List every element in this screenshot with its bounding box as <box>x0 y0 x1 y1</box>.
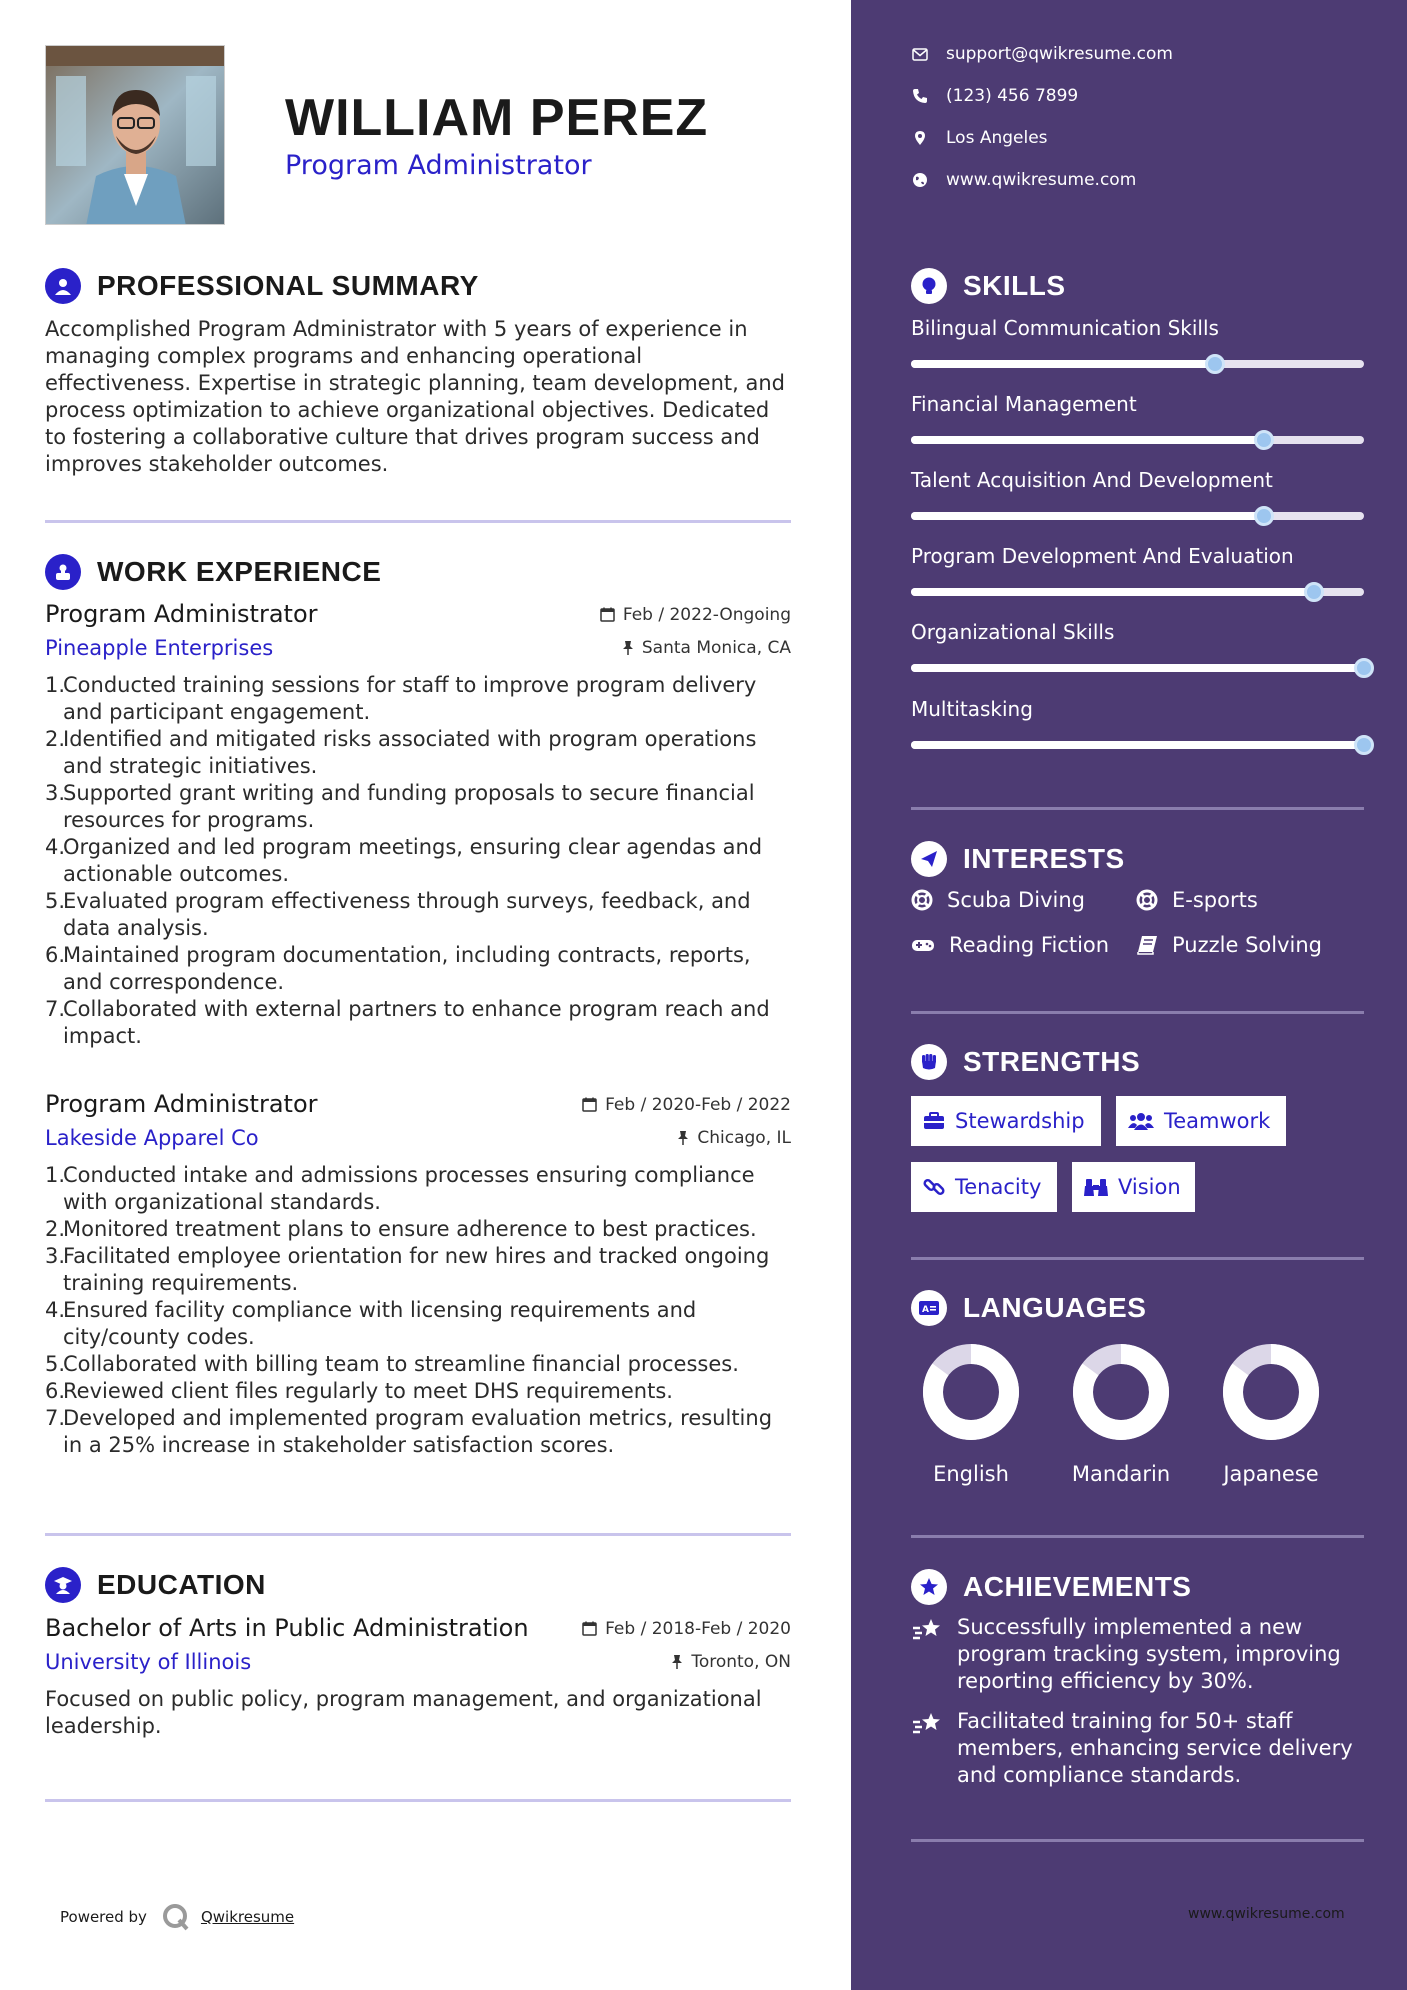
skill-label: Talent Acquisition And Development <box>911 468 1273 492</box>
fist-icon <box>911 1044 947 1080</box>
skill-knob <box>1205 354 1225 374</box>
language-ring <box>1069 1340 1173 1444</box>
powered-by: Powered by Qwikresume <box>60 1902 294 1932</box>
globe-icon <box>912 172 928 188</box>
job-location: Chicago, IL <box>677 1128 791 1148</box>
education-dates: Feb / 2018-Feb / 2020 <box>582 1619 791 1639</box>
language-label: Japanese <box>1223 1462 1319 1486</box>
skill-label: Organizational Skills <box>911 620 1115 644</box>
star-badge-icon <box>911 1569 947 1605</box>
lightbulb-icon <box>911 268 947 304</box>
list-item: 6. Maintained program documentation, including contracts, reports, and correspondence. <box>45 943 751 994</box>
calendar-icon <box>582 1621 597 1636</box>
strength-badge: Stewardship <box>911 1096 1101 1146</box>
language-item <box>1056 1340 1186 1486</box>
list-item: 3. Facilitated employee orientation for new hires and tracked ongoing training requirements. <box>45 1244 770 1295</box>
job-company: Lakeside Apparel Co <box>45 1126 259 1150</box>
skill-knob <box>1354 735 1374 755</box>
section-divider <box>911 1839 1364 1842</box>
strengths-heading: STRENGTHS <box>911 1044 1140 1080</box>
user-icon <box>45 268 81 304</box>
skill-slider <box>911 360 1364 368</box>
section-divider <box>911 1257 1364 1260</box>
language-item <box>1206 1340 1336 1486</box>
list-item: 1. Conducted training sessions for staff to improve program delivery and participant engagement. <box>45 673 757 724</box>
interest-item: Reading Fiction <box>911 933 1109 957</box>
skill-label: Multitasking <box>911 697 1033 721</box>
language-item <box>906 1340 1036 1486</box>
skill-label: Program Development And Evaluation <box>911 544 1294 568</box>
list-item: 1. Conducted intake and admissions processes ensuring compliance with organizational standards. <box>45 1163 755 1214</box>
list-item: 6. Reviewed client files regularly to meet DHS requirements. <box>45 1379 673 1403</box>
achievement-text: Facilitated training for 50+ staff members, enhancing service delivery and compliance standards. <box>957 1709 1353 1787</box>
shooting-star-icon <box>911 1616 945 1644</box>
achievement-text: Successfully implemented a new program tracking system, improving reporting efficiency by 30%. <box>957 1615 1341 1693</box>
graduate-icon <box>45 1567 81 1603</box>
gamepad-icon <box>911 937 935 953</box>
qwikresume-logo-icon <box>161 1902 191 1932</box>
list-item: 4. Ensured facility compliance with licensing requirements and city/county codes. <box>45 1298 697 1349</box>
section-divider <box>911 1011 1364 1014</box>
interest-item: Scuba Diving <box>911 888 1085 912</box>
profile-photo <box>45 45 225 225</box>
footer-website[interactable]: www.qwikresume.com <box>1188 1906 1345 1922</box>
list-item: 2. Identified and mitigated risks associated with program operations and strategic initiatives. <box>45 727 757 778</box>
candidate-name: WILLIAM PEREZ <box>285 89 709 147</box>
contact-website[interactable]: www.qwikresume.com <box>912 170 1136 190</box>
skill-label: Financial Management <box>911 392 1137 416</box>
skill-item <box>911 316 1364 368</box>
achievements-heading: ACHIEVEMENTS <box>911 1569 1191 1605</box>
skill-item <box>911 620 1364 672</box>
list-item: 5. Evaluated program effectiveness through surveys, feedback, and data analysis. <box>45 889 751 940</box>
job-bullets <box>45 1162 791 1459</box>
job-company: Pineapple Enterprises <box>45 636 274 660</box>
section-divider <box>45 520 791 523</box>
svg-text:A: A <box>922 1305 929 1315</box>
skill-item <box>911 544 1364 596</box>
summary-heading: PROFESSIONAL SUMMARY <box>45 268 479 304</box>
interests-heading: INTERESTS <box>911 841 1125 877</box>
list-item: 5. Collaborated with billing team to streamline financial processes. <box>45 1352 739 1376</box>
degree-title: Bachelor of Arts in Public Administration <box>45 1614 529 1642</box>
skill-item <box>911 392 1364 444</box>
briefcase-user-icon <box>45 554 81 590</box>
skill-knob <box>1354 658 1374 678</box>
list-item: 4. Organized and led program meetings, ensuring clear agendas and actionable outcomes. <box>45 835 763 886</box>
briefcase-icon <box>923 1112 945 1130</box>
skill-slider <box>911 741 1364 749</box>
skill-item <box>911 697 1364 749</box>
pin-icon <box>671 1654 683 1669</box>
strength-badge: Teamwork <box>1116 1096 1286 1146</box>
skill-label: Bilingual Communication Skills <box>911 316 1219 340</box>
section-divider <box>45 1533 791 1536</box>
language-ring <box>919 1340 1023 1444</box>
languages-heading: A LANGUAGES <box>911 1290 1146 1326</box>
list-item: 2. Monitored treatment plans to ensure adherence to best practices. <box>45 1217 757 1241</box>
calendar-icon <box>582 1097 597 1112</box>
achievement-item <box>911 1614 1364 1695</box>
skill-item <box>911 468 1364 520</box>
list-item: 7. Developed and implemented program evaluation metrics, resulting in a 25% increase in stakeholder satisfaction scores. <box>45 1406 773 1457</box>
language-ring <box>1219 1340 1323 1444</box>
strength-badge: Tenacity <box>911 1162 1057 1212</box>
skill-slider <box>911 436 1364 444</box>
education-location: Toronto, ON <box>671 1652 791 1672</box>
life-ring-icon <box>1136 889 1158 911</box>
skill-slider <box>911 664 1364 672</box>
paper-plane-icon <box>911 841 947 877</box>
strength-badge: Vision <box>1072 1162 1195 1212</box>
job-entry <box>45 600 791 1050</box>
envelope-icon <box>912 48 928 61</box>
section-divider <box>911 1535 1364 1538</box>
pin-icon <box>622 640 634 655</box>
contact-phone[interactable]: (123) 456 7899 <box>912 86 1078 106</box>
education-entry <box>45 1614 791 1740</box>
map-marker-icon <box>912 130 928 146</box>
job-title: Program Administrator <box>45 600 318 628</box>
interest-item: E-sports <box>1136 888 1258 912</box>
school-name: University of Illinois <box>45 1650 252 1674</box>
qwikresume-link[interactable]: Qwikresume <box>200 1908 295 1926</box>
language-label: English <box>933 1462 1009 1486</box>
book-icon <box>1136 935 1158 955</box>
skill-slider <box>911 588 1364 596</box>
section-divider <box>45 1799 791 1802</box>
education-description: Focused on public policy, program management, and organizational leadership. <box>45 1687 762 1738</box>
contact-location: Los Angeles <box>912 128 1048 148</box>
contact-email[interactable]: support@qwikresume.com <box>912 44 1173 64</box>
users-icon <box>1128 1111 1154 1131</box>
candidate-title: Program Administrator <box>285 150 592 181</box>
education-heading: EDUCATION <box>45 1567 266 1603</box>
job-title: Program Administrator <box>45 1090 318 1118</box>
interest-item: Puzzle Solving <box>1136 933 1322 957</box>
job-location: Santa Monica, CA <box>622 638 791 658</box>
section-divider <box>911 807 1364 810</box>
achievement-item <box>911 1708 1364 1789</box>
list-item: 7. Collaborated with external partners to enhance program reach and impact. <box>45 997 770 1048</box>
job-dates: Feb / 2022-Ongoing <box>600 605 791 625</box>
link-icon <box>923 1176 945 1198</box>
shooting-star-icon <box>911 1710 945 1738</box>
language-label: Mandarin <box>1071 1462 1171 1486</box>
phone-icon <box>912 88 928 104</box>
experience-heading: WORK EXPERIENCE <box>45 554 381 590</box>
job-dates: Feb / 2020-Feb / 2022 <box>582 1095 791 1115</box>
calendar-icon <box>600 607 615 622</box>
job-bullets <box>45 672 791 1050</box>
summary-text: Accomplished Program Administrator with 5 years of experience in managing complex programs and enhancing operational effectiveness. Expertise in strategic planning, team development, and process optimization to achieve organizational objectives. Dedicated to fostering a collaborative culture that drives program success and improves stakeholder outcomes. <box>45 317 785 476</box>
skill-slider <box>911 512 1364 520</box>
job-entry <box>45 1090 791 1459</box>
pin-icon <box>677 1130 689 1145</box>
binoculars-icon <box>1084 1177 1108 1197</box>
life-ring-icon <box>911 889 933 911</box>
language-icon <box>911 1290 947 1326</box>
list-item: 3. Supported grant writing and funding proposals to secure financial resources for programs. <box>45 781 755 832</box>
skills-heading: SKILLS <box>911 268 1066 304</box>
